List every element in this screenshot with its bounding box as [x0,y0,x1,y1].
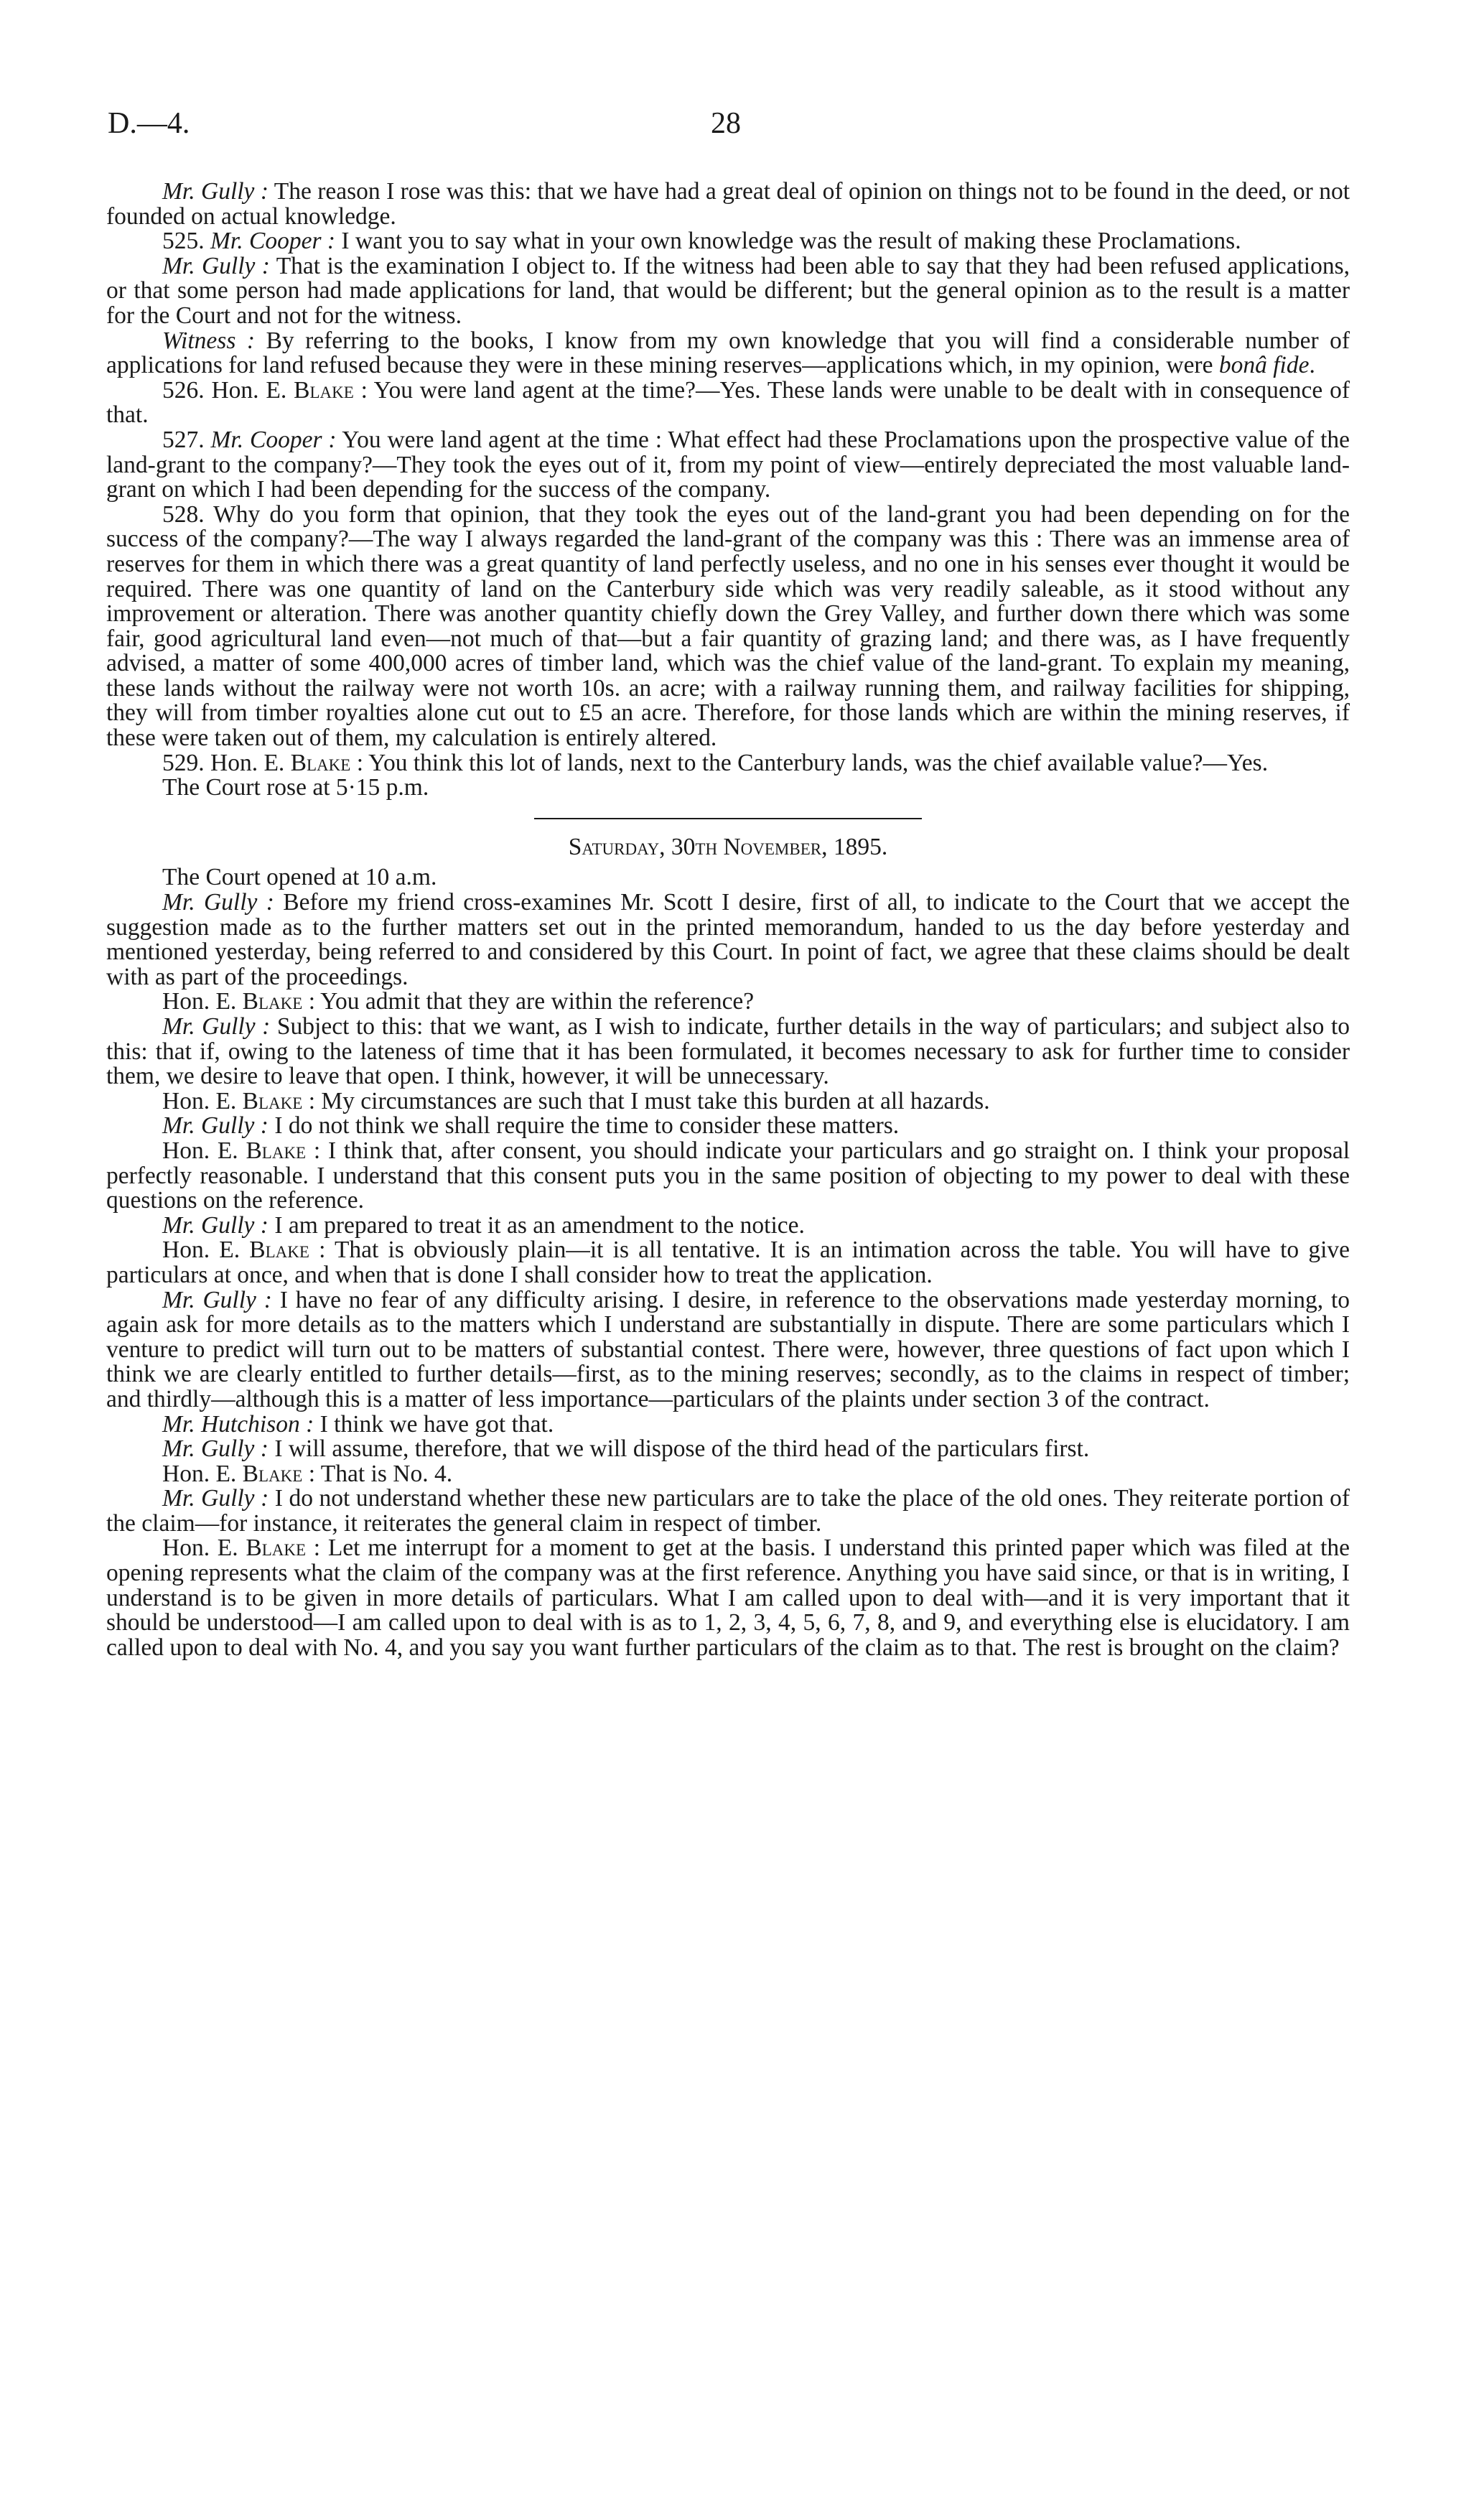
paragraph [106,1437,1350,1462]
paragraph [106,254,1350,329]
speaker-surname: Blake [290,749,351,776]
testimony-block-2 [106,865,1350,1660]
speaker-name: Mr. Cooper : [210,228,336,255]
paragraph-text: I have no fear of any difficulty arising. I desire, in reference to the observations made yesterday morning, to again ask for more details as to the matters which I understand are substantially in dispute. There are some particulars which I venture to predict will turn out to be matters of substantial contest. There were, however, three questions of fact upon which I think we are clearly entitled to further details—first, as to the mining reserves; secondly, as to the claims in respect of timber; and thirdly—although this is a matter of less importance—particulars of the plaints under section 3 of the contract. [106,1286,1350,1412]
paragraph [106,1486,1350,1536]
paragraph-text: Hon. E. [162,1535,246,1562]
speaker-name: Mr. Gully : [162,1286,272,1313]
paragraph-text: Before my friend cross-examines Mr. Scott I desire, first of all, to indicate to the Court that we accept the suggestion made as to the further matters set out in the printed memorandum, handed to us the day before yesterday and mentioned yesterday, being referred to and considered by this Court. In point of fact, we agree that these claims should be dealt with as part of the proceedings. [106,889,1350,990]
paragraph [106,378,1350,428]
paragraph-text: . [1309,352,1315,379]
paragraph-text: Hon. E. [162,1087,243,1114]
paragraph-text: 527. [162,426,211,453]
paragraph-text: Subject to this: that we want, as I wish to indicate, further details in the way of particulars; and subject also to this: that if, owing to the lateness of time that it has been formulated, it becomes necessary to ask for further time to consider them, we desire to leave that open. I think, however, it will be unnecessary. [106,1013,1350,1090]
section-divider [534,818,922,819]
paragraph-text: 526. Hon. E. [162,376,294,404]
paragraph [106,1139,1350,1214]
paragraph-text: 525. [162,228,210,255]
speaker-name: Mr. Hutchison : [162,1410,314,1438]
testimony-block-1 [106,180,1350,801]
speaker-surname: Blake [246,1535,307,1562]
paragraph-text: : That is obviously plain—it is all tentative. It is an intimation across the table. You will have to give particulars at once, and when that is done I shall consider how to treat the application. [106,1237,1350,1288]
paragraph [106,1211,1350,1239]
speaker-surname: Blake [242,1087,303,1114]
paragraph-text: : That is No. 4. [302,1460,453,1487]
paragraph-text: You were land agent at the time : What effect had these Proclamations upon the prospective value of the land-grant to the company?—They took the eyes out of it, from my point of view—entirely depreciated the most valuable land-grant on which I had been depending for the success of the company. [106,426,1350,503]
paragraph-text: 529. Hon. E. [162,749,291,776]
document-body [106,180,1350,1660]
paragraph-text: : My circumstances are such that I must take this burden at all hazards. [302,1087,990,1114]
speaker-name: Mr. Gully : [162,1435,269,1463]
speaker-name: Mr. Gully : [162,1013,271,1040]
paragraph-text: : You think this lot of lands, next to the Canterbury lands, was the chief available value?—Yes. [350,749,1269,776]
paragraph-text: The reason I rose was this: that we have had a great deal of opinion on things not to be found in the deed, or not founded on actual knowledge. [106,178,1350,230]
speaker-surname: Blake [294,376,354,404]
speaker-name: Mr. Cooper : [210,426,337,453]
speaker-surname: Blake [249,1237,309,1264]
paragraph-text: I will assume, therefore, that we will dispose of the third head of the particulars first. [268,1435,1090,1463]
paragraph-text: I think we have got that. [314,1410,554,1438]
paragraph-text: I want you to say what in your own knowledge was the result of making these Proclamations. [335,228,1241,255]
paragraph-text: Hon. E. [162,1237,250,1264]
paragraph [106,428,1350,503]
paragraph [106,1536,1350,1660]
speaker-surname: Blake [246,1137,307,1164]
paragraph-text: I do not understand whether these new particulars are to take the place of the old ones. They reiterate portion of the claim—for instance, it reiterates the general claim in respect of timber. [106,1485,1350,1537]
paragraph-text: : Let me interrupt for a moment to get at the basis. I understand this printed paper which was filed at the opening represents what the claim of the company was at the first reference. Anything you have said since, or that is in writing, I understand is to be given in more details of particulars. What I am called upon to deal with—and it is very important that it should be understood—I am called upon to deal with is as to 1, 2, 3, 4, 5, 6, 7, 8, and 9, and everything else is elucidatory. I am called upon to deal with No. 4, and you say you want further particulars of the claim as to that. The rest is brought on the claim? [106,1535,1350,1661]
paragraph [106,1015,1350,1089]
paragraph [106,990,1350,1015]
paragraph-text: : You were land agent at the time?—Yes. These lands were unable to be dealt with in consequence of that. [106,376,1350,429]
paragraph [106,329,1350,378]
paragraph [106,1288,1350,1412]
paragraph [106,1412,1350,1438]
speaker-name: Mr. Gully : [162,1211,269,1239]
paragraph-text: bonâ fide [1218,352,1310,379]
paragraph [106,1089,1350,1114]
paragraph-text: The Court opened at 10 a.m. [162,864,437,891]
paragraph-text: Hon. E. [162,1137,246,1164]
paragraph-text: Hon. E. [162,988,243,1015]
paragraph [106,1114,1350,1139]
paragraph-text: : I think that, after consent, you should indicate your particulars and go straight on. I think your proposal perfectly reasonable. I understand that this consent puts you in the same position of objecting to my power to deal with these questions on the reference. [106,1137,1350,1214]
paragraph [106,865,1350,890]
paragraph [106,1238,1350,1288]
speaker-surname: Blake [242,988,303,1015]
speaker-name: Mr. Gully : [162,1485,269,1512]
speaker-name: Mr. Gully : [162,252,270,279]
document-reference: D.—4. [108,107,190,140]
paragraph-text: : You admit that they are within the reference? [302,988,755,1015]
paragraph-text: I am prepared to treat it as an amendment to the notice. [268,1211,805,1239]
paragraph [106,751,1350,776]
page-number: 28 [711,107,741,140]
speaker-surname: Blake [242,1460,303,1487]
section-date-heading: Saturday, 30th November, 1895. [568,833,888,860]
paragraph-text: The Court rose at 5·15 p.m. [162,774,429,801]
speaker-name: Witness : [162,327,256,354]
paragraph-text: That is the examination I object to. If the witness had been able to say that they had been refused applications, or that some person had made applications for land, that would be different; but the general opinion as to the result is a matter for the Court and not for the witness. [106,252,1350,329]
speaker-name: Mr. Gully : [162,889,274,916]
paragraph [106,890,1350,990]
paragraph [106,1462,1350,1487]
paragraph [106,229,1350,254]
paragraph-text: By referring to the books, I know from my own knowledge that you will find a considerable number of applications for land refused because they were in these mining reserves—applications which, in my opinion, were [106,327,1350,379]
speaker-name: Mr. Gully : [162,178,269,205]
paragraph-text: I do not think we shall require the time to consider these matters. [268,1112,900,1140]
speaker-name: Mr. Gully : [162,1112,269,1140]
paragraph [106,776,1350,801]
paragraph-text: 528. Why do you form that opinion, that they took the eyes out of the land-grant you had been depending on for the success of the company?—The way I always regarded the land-grant of the company was this : There was an immense area of reserves for them in which there was a great quantity of land perfectly useless, and no one in his senses ever thought it would be required. There was one quantity of land on the Canterbury side which was very readily saleable, as it stood without any improvement or alteration. There was another quantity chiefly down the Grey Valley, and further down there which was some fair, good agricultural land even—not much of that—but a fair quantity of grazing land; and there was, as I have frequently advised, a matter of some 400,000 acres of timber land, which was the chief value of the land-grant. To explain my meaning, these lands without the railway were not worth 10s. an acre; with a railway running them, and railway facilities for shipping, they will from timber royalties alone cut out to £5 an acre. Therefore, for those lands which are within the mining reserves, if these were taken out of them, my calculation is entirely altered. [106,500,1350,752]
paragraph [106,500,1350,752]
paragraph [106,180,1350,229]
paragraph-text: Hon. E. [162,1460,243,1487]
